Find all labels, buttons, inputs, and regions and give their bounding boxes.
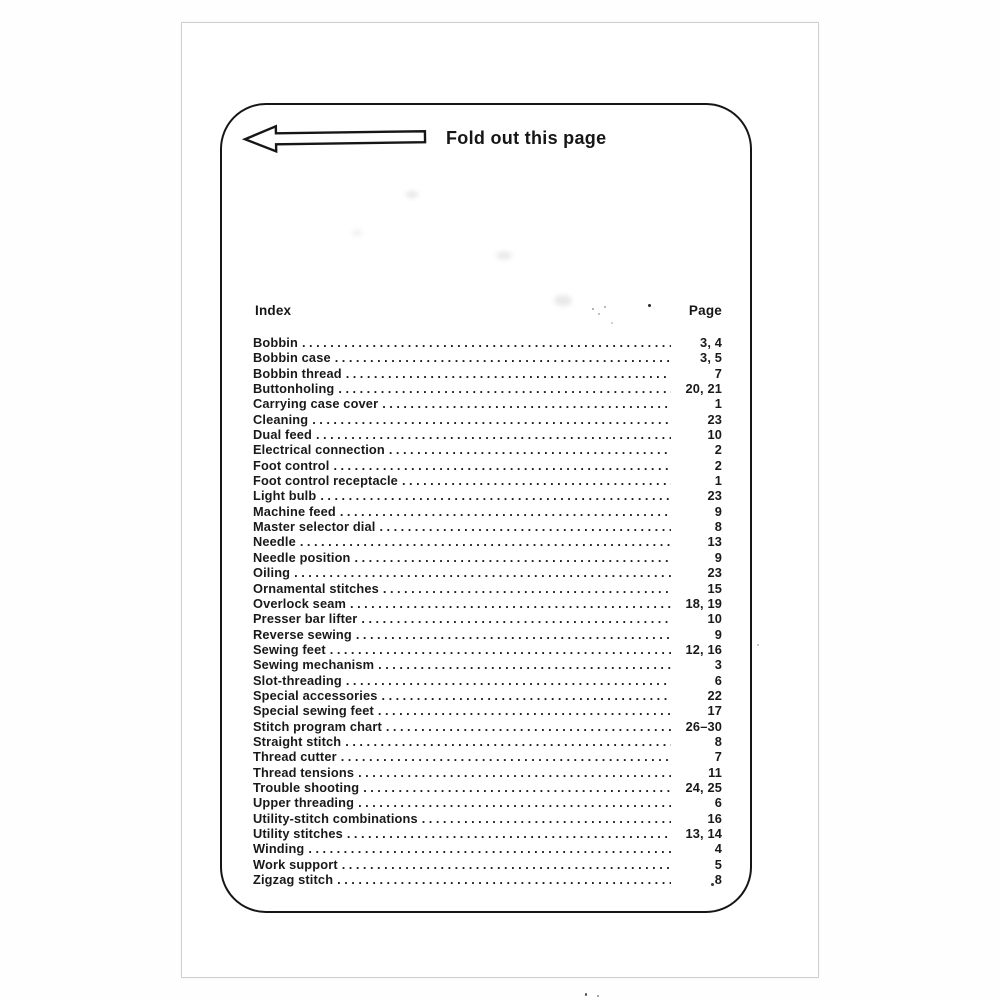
entry-label: Buttonholing xyxy=(253,381,335,397)
entry-label: Sewing feet xyxy=(253,641,326,657)
dot-leader xyxy=(374,703,671,718)
dot-leader xyxy=(378,688,671,703)
entry-label: Bobbin thread xyxy=(253,365,342,381)
page-column-heading: Page xyxy=(688,303,722,318)
index-entry-row xyxy=(253,765,722,780)
scan-speck xyxy=(604,306,606,308)
entry-label: Electrical connection xyxy=(253,442,385,458)
entry-label: Cleaning xyxy=(253,411,309,427)
index-entry-row xyxy=(253,350,722,365)
entry-page-number: 12, 16 xyxy=(685,641,722,657)
index-heading: Index xyxy=(255,303,292,318)
dot-leader xyxy=(308,412,671,427)
dot-leader xyxy=(312,427,671,442)
entry-label: Overlock seam xyxy=(253,595,347,611)
dot-leader xyxy=(331,350,671,365)
index-entry-row xyxy=(253,749,722,764)
dot-leader xyxy=(354,765,671,780)
entry-page-number: 8 xyxy=(714,733,722,749)
entry-label: Thread cutter xyxy=(253,749,337,765)
dot-leader xyxy=(346,596,671,611)
scan-speck xyxy=(711,883,714,886)
entry-label: Ornamental stitches xyxy=(253,580,379,596)
entry-page-number: 9 xyxy=(714,503,722,519)
entry-label: Sewing mechanism xyxy=(253,657,375,673)
index-entry-row xyxy=(253,335,722,350)
entry-label: Special accessories xyxy=(253,687,378,703)
entry-label: Reverse sewing xyxy=(253,626,352,642)
scan-speck xyxy=(648,304,651,307)
entry-label: Special sewing feet xyxy=(253,703,374,719)
dot-leader xyxy=(374,657,671,672)
entry-page-number: 7 xyxy=(714,365,722,381)
entry-label: Needle position xyxy=(253,549,351,565)
dot-leader xyxy=(343,826,671,841)
index-entry-row xyxy=(253,703,722,718)
entry-page-number: 3 xyxy=(714,657,722,673)
entry-page-number: 17 xyxy=(707,703,722,719)
entry-page-number: 24, 25 xyxy=(685,779,722,795)
dot-leader xyxy=(342,673,671,688)
entry-label: Winding xyxy=(253,841,305,857)
entry-page-number: 13 xyxy=(707,534,722,550)
entry-page-number: 23 xyxy=(707,565,722,581)
entry-page-number: 20, 21 xyxy=(685,381,722,397)
entry-label: Oiling xyxy=(253,565,291,581)
index-entry-row xyxy=(253,381,722,396)
index-entry-row xyxy=(253,734,722,749)
entry-page-number: 7 xyxy=(714,749,722,765)
dot-leader xyxy=(290,565,671,580)
dot-leader xyxy=(354,795,671,810)
index-entry-row xyxy=(253,627,722,642)
entry-page-number: 4 xyxy=(714,841,722,857)
index-entry-row xyxy=(253,642,722,657)
index-entry-row xyxy=(253,442,722,457)
entry-label: Zigzag stitch xyxy=(253,872,334,888)
dot-leader xyxy=(333,872,671,887)
index-entry-row xyxy=(253,427,722,442)
entry-page-number: 9 xyxy=(714,626,722,642)
index-entry-row xyxy=(253,534,722,549)
dot-leader xyxy=(352,627,671,642)
entry-label: Upper threading xyxy=(253,795,355,811)
entry-page-number: 2 xyxy=(714,442,722,458)
entry-label: Foot control receptacle xyxy=(253,473,398,489)
entry-page-number: 8 xyxy=(714,872,722,888)
scan-smudge xyxy=(496,251,512,260)
index-header-row xyxy=(255,303,722,318)
dot-leader xyxy=(296,534,671,549)
dot-leader xyxy=(342,366,671,381)
entry-label: Dual feed xyxy=(253,427,312,443)
entry-label: Light bulb xyxy=(253,488,317,504)
scan-speck xyxy=(592,308,594,310)
entry-label: Master selector dial xyxy=(253,519,376,535)
entry-page-number: 16 xyxy=(707,810,722,826)
index-entry-row xyxy=(253,366,722,381)
dot-leader xyxy=(359,780,671,795)
entry-label: Needle xyxy=(253,534,296,550)
index-entry-row xyxy=(253,795,722,810)
entry-page-number: 5 xyxy=(714,856,722,872)
entry-page-number: 9 xyxy=(714,549,722,565)
manual-paper-sheet xyxy=(181,22,819,978)
dot-leader xyxy=(379,581,671,596)
dot-leader xyxy=(329,458,671,473)
entry-page-number: 18, 19 xyxy=(685,595,722,611)
scan-smudge xyxy=(406,191,418,198)
scan-smudge xyxy=(554,295,572,306)
dot-leader xyxy=(336,504,671,519)
scan-smudge xyxy=(352,230,362,236)
index-entry-row xyxy=(253,488,722,503)
entry-page-number: 13, 14 xyxy=(685,826,722,841)
dot-leader xyxy=(351,550,671,565)
scan-speck xyxy=(598,313,600,315)
index-entry-row xyxy=(253,719,722,734)
dot-leader xyxy=(376,519,672,534)
index-entry-row xyxy=(253,458,722,473)
entry-label: Trouble shooting xyxy=(253,779,360,795)
index-entry-row xyxy=(253,611,722,626)
index-entry-row xyxy=(253,780,722,795)
dot-leader xyxy=(382,719,671,734)
entry-page-number: 23 xyxy=(707,488,722,504)
dot-leader xyxy=(298,335,671,350)
index-entry-row xyxy=(253,396,722,411)
entry-label: Presser bar lifter xyxy=(253,611,358,627)
entry-page-number: 6 xyxy=(714,795,722,811)
entry-page-number: 2 xyxy=(714,457,722,473)
entry-page-number: 22 xyxy=(707,687,722,703)
index-entry-row xyxy=(253,519,722,534)
index-entry-row xyxy=(253,565,722,580)
index-entry-row xyxy=(253,811,722,826)
foldout-panel-outline xyxy=(220,103,752,913)
index-entry-row xyxy=(253,673,722,688)
entry-label: Slot-threading xyxy=(253,672,342,688)
dot-leader xyxy=(334,381,671,396)
fold-out-note: Fold out this page xyxy=(446,128,607,148)
index-entry-row xyxy=(253,841,722,856)
entry-label: Straight stitch xyxy=(253,733,342,749)
entry-page-number: 3, 5 xyxy=(700,350,722,366)
dot-leader xyxy=(338,857,671,872)
dot-leader xyxy=(378,396,671,411)
entry-page-number: 8 xyxy=(714,519,722,535)
index-list xyxy=(253,335,722,887)
entry-label: Foot control xyxy=(253,457,330,473)
dot-leader xyxy=(316,488,671,503)
index-entry-row xyxy=(253,596,722,611)
entry-page-number: 1 xyxy=(714,396,722,412)
dot-leader xyxy=(385,442,671,457)
entry-page-number: 10 xyxy=(707,427,722,443)
entry-label: Stitch program chart xyxy=(253,718,382,734)
entry-page-number: 6 xyxy=(714,672,722,688)
scan-speck xyxy=(611,322,613,324)
index-entry-row xyxy=(253,550,722,565)
index-entry-row xyxy=(253,688,722,703)
entry-label: Bobbin case xyxy=(253,350,331,366)
index-entry-row xyxy=(253,872,722,887)
dot-leader xyxy=(398,473,671,488)
entry-page-number: 10 xyxy=(707,611,722,627)
entry-label: Machine feed xyxy=(253,503,336,519)
scan-speck xyxy=(597,995,599,997)
dot-leader xyxy=(337,749,671,764)
entry-page-number: 1 xyxy=(714,473,722,489)
entry-label: Carrying case cover xyxy=(253,396,379,412)
entry-page-number: 15 xyxy=(707,580,722,596)
entry-page-number: 23 xyxy=(707,411,722,427)
scan-speck xyxy=(585,993,587,996)
entry-label: Utility stitches xyxy=(253,826,343,841)
entry-label: Bobbin xyxy=(253,335,298,350)
entry-label: Thread tensions xyxy=(253,764,355,780)
dot-leader xyxy=(418,811,671,826)
index-entry-row xyxy=(253,412,722,427)
dot-leader xyxy=(326,642,671,657)
index-entry-row xyxy=(253,657,722,672)
scan-speck xyxy=(757,644,759,646)
dot-leader xyxy=(341,734,671,749)
index-entry-row xyxy=(253,473,722,488)
index-entry-row xyxy=(253,826,722,841)
dot-leader xyxy=(304,841,671,856)
entry-page-number: 26–30 xyxy=(685,718,722,734)
index-entry-row xyxy=(253,504,722,519)
fold-left-arrow-icon xyxy=(242,122,428,155)
entry-page-number: 3, 4 xyxy=(700,335,722,350)
index-entry-row xyxy=(253,581,722,596)
entry-label: Utility-stitch combinations xyxy=(253,810,418,826)
entry-page-number: 11 xyxy=(708,764,722,780)
index-entry-row xyxy=(253,857,722,872)
entry-label: Work support xyxy=(253,856,338,872)
dot-leader xyxy=(357,611,671,626)
